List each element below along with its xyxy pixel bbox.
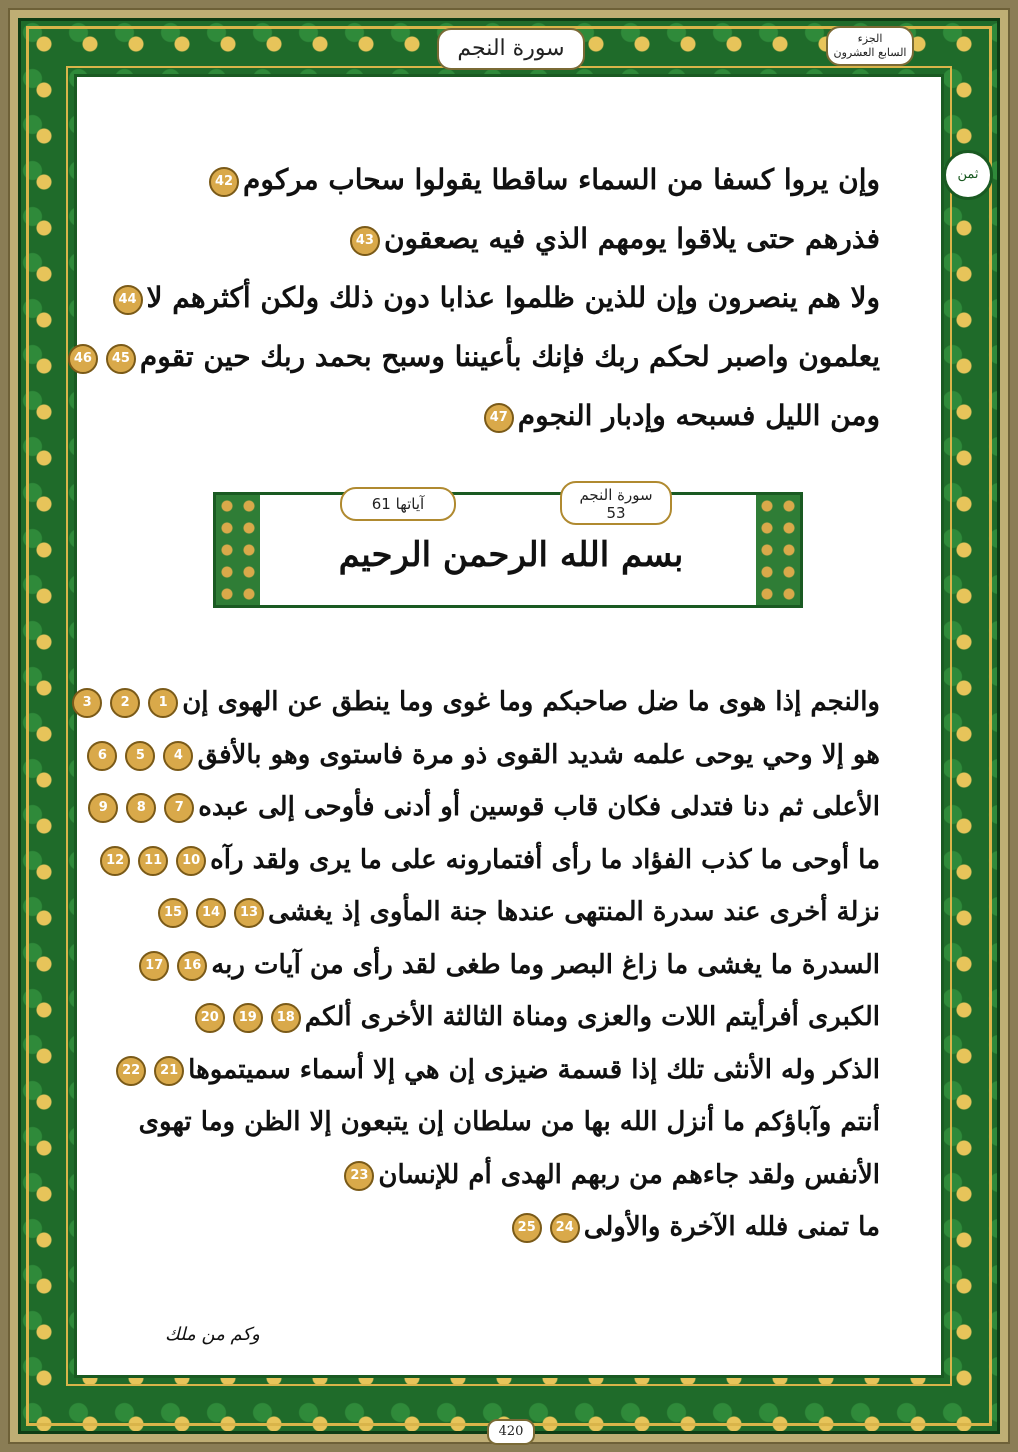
verse-line bbox=[140, 1201, 880, 1254]
verse-text: نزلة أخرى عند سدرة المنتهى عندها جنة المأوى إذ يغشى bbox=[268, 897, 880, 927]
verse-line bbox=[82, 676, 880, 729]
bottom-verses bbox=[82, 676, 880, 1254]
surah-name-tab: سورة النجم bbox=[437, 28, 585, 70]
verse-line bbox=[140, 150, 880, 209]
verse-line bbox=[140, 1149, 880, 1202]
thumn-marker: ثمن bbox=[943, 150, 993, 200]
catchword: وكم من ملك bbox=[165, 1324, 260, 1345]
verse-line bbox=[98, 781, 880, 834]
basmala: بسم الله الرحمن الرحيم bbox=[338, 535, 684, 575]
ayah-number: 46 bbox=[68, 344, 98, 374]
ayah-number: 15 bbox=[158, 898, 188, 928]
ayah-number: 5 bbox=[125, 741, 155, 771]
verse-line bbox=[118, 268, 880, 327]
verse-text: الأنفس ولقد جاءهم من ربهم الهدى أم للإنسان bbox=[378, 1159, 880, 1190]
ayah-number: 47 bbox=[484, 403, 514, 433]
surah-number: 53 bbox=[606, 504, 626, 522]
verse-text: الكبرى أفرأيتم اللات والعزى ومناة الثالثة الأخرى ألكم bbox=[304, 1002, 880, 1032]
ayah-number: 21 bbox=[154, 1056, 184, 1086]
verse-line bbox=[140, 209, 880, 268]
juz-tab bbox=[826, 26, 914, 66]
verse-line bbox=[140, 991, 880, 1044]
juz-number: السابع العشرون bbox=[833, 46, 907, 59]
verse-text: فذرهم حتى يلاقوا يومهم الذي فيه يصعقون bbox=[383, 222, 880, 255]
surah-header-box bbox=[213, 486, 803, 608]
verse-line bbox=[140, 939, 880, 992]
surah-title-pill bbox=[560, 481, 672, 525]
ayah-number: 4 bbox=[163, 741, 193, 771]
verse-line bbox=[97, 729, 880, 782]
verse-text: الأعلى ثم دنا فتدلى فكان قاب قوسين أو أدنى فأوحى إلى عبده bbox=[198, 792, 880, 822]
ayah-number: 14 bbox=[196, 898, 226, 928]
header-ornament-right bbox=[756, 495, 800, 605]
ayah-number: 25 bbox=[512, 1213, 542, 1243]
top-verses bbox=[73, 150, 880, 445]
ayah-number: 23 bbox=[344, 1161, 374, 1191]
ayah-number: 3 bbox=[72, 688, 102, 718]
header-ornament-left bbox=[216, 495, 260, 605]
ayah-number: 45 bbox=[106, 344, 136, 374]
verse-text: والنجم إذا هوى ما ضل صاحبكم وما غوى وما ينطق عن الهوى إن bbox=[182, 687, 880, 717]
ayah-number: 7 bbox=[164, 793, 194, 823]
verse-line bbox=[106, 834, 880, 887]
ayah-number: 1 bbox=[148, 688, 178, 718]
verse-text: وإن يروا كسفا من السماء ساقطا يقولوا سحاب مركوم bbox=[243, 163, 880, 196]
verse-line bbox=[140, 386, 880, 445]
ayah-number: 18 bbox=[271, 1003, 301, 1033]
verse-line bbox=[140, 886, 880, 939]
verse-text: ومن الليل فسبحه وإدبار النجوم bbox=[517, 399, 880, 432]
ayah-number: 6 bbox=[87, 741, 117, 771]
ayah-number: 43 bbox=[350, 226, 380, 256]
verse-line bbox=[73, 327, 880, 386]
verse-text: السدرة ما يغشى ما زاغ البصر وما طغى لقد رأى من آيات ربه bbox=[211, 949, 880, 980]
page-number: 420 bbox=[487, 1419, 535, 1445]
ayah-number: 22 bbox=[116, 1056, 146, 1086]
ayah-number: 42 bbox=[209, 167, 239, 197]
verse-text: ولا هم ينصرون وإن للذين ظلموا عذابا دون ذلك ولكن أكثرهم لا bbox=[146, 281, 880, 314]
verse-text: يعلمون واصبر لحكم ربك فإنك بأعيننا وسبح بحمد ربك حين تقوم bbox=[139, 340, 880, 373]
ayah-number: 24 bbox=[550, 1213, 580, 1243]
verse-text: ما أوحى ما كذب الفؤاد ما رأى أفتمارونه على ما يرى ولقد رآه bbox=[210, 844, 880, 875]
ayah-number: 9 bbox=[88, 793, 118, 823]
ayah-number: 8 bbox=[126, 793, 156, 823]
ayat-count: 61 bbox=[371, 495, 391, 513]
ayah-number: 19 bbox=[233, 1003, 263, 1033]
verse-line bbox=[140, 1096, 880, 1149]
ayah-number: 10 bbox=[176, 846, 206, 876]
ayah-number: 20 bbox=[195, 1003, 225, 1033]
verse-text: ما تمنى فلله الآخرة والأولى bbox=[583, 1212, 880, 1242]
ayah-number: 11 bbox=[138, 846, 168, 876]
ayah-number: 12 bbox=[100, 846, 130, 876]
surah-title: سورة النجم bbox=[579, 486, 653, 504]
ayah-number: 2 bbox=[110, 688, 140, 718]
verse-line bbox=[122, 1044, 880, 1097]
verse-text: الذكر وله الأنثى تلك إذا قسمة ضيزى إن هي إلا أسماء سميتموها bbox=[188, 1054, 880, 1085]
ayat-count-pill bbox=[340, 487, 456, 521]
verse-text: هو إلا وحي يوحى علمه شديد القوى ذو مرة فاستوى وهو بالأفق bbox=[197, 739, 880, 770]
ayah-number: 44 bbox=[113, 285, 143, 315]
juz-label: الجزء bbox=[857, 32, 883, 45]
verse-text: أنتم وآباؤكم ما أنزل الله بها من سلطان إن يتبعون إلا الظن وما تهوى bbox=[138, 1107, 880, 1137]
ayah-number: 17 bbox=[139, 951, 169, 981]
ayah-number: 13 bbox=[234, 898, 264, 928]
ayah-number: 16 bbox=[177, 951, 207, 981]
ayat-label: آياتها bbox=[395, 495, 425, 513]
